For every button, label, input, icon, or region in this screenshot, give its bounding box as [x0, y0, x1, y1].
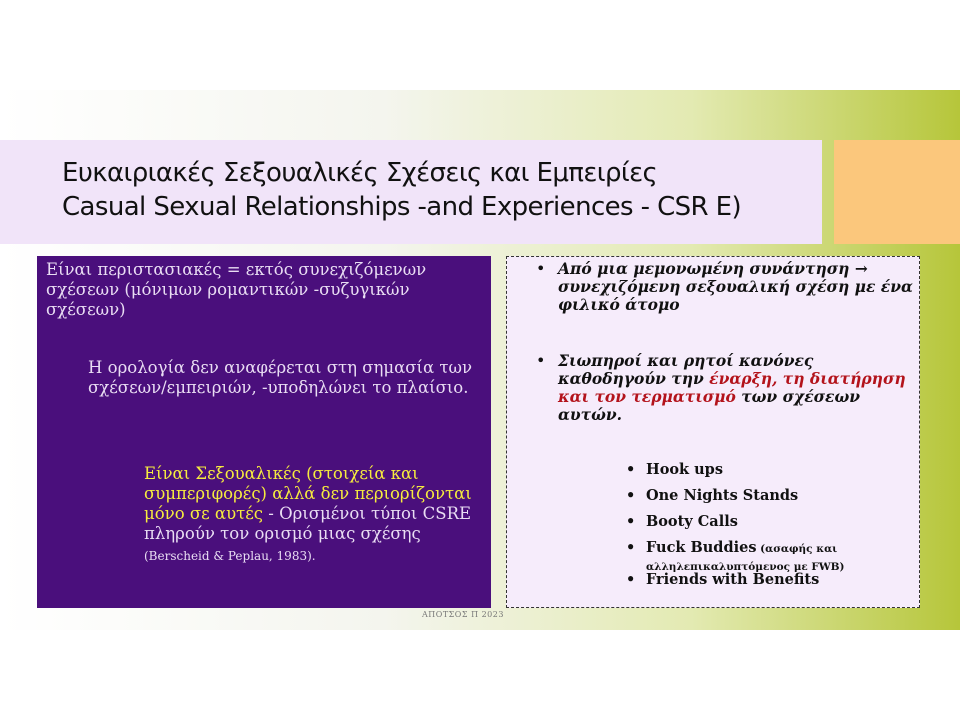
- citation: (Berscheid & Peplau, 1983).: [144, 549, 316, 563]
- slide-title: [62, 156, 812, 224]
- bullet-icon: •: [626, 571, 636, 588]
- bullet-icon: •: [626, 461, 636, 478]
- rules-text: Σιωπηροί και ρητοί κανόνες καθοδηγούν την: [558, 351, 814, 388]
- list-item: [626, 571, 916, 597]
- csr-types-list: [626, 461, 916, 597]
- bullet-icon: •: [626, 539, 636, 556]
- left-paragraph-3: [144, 464, 484, 566]
- list-item-label: Fuck Buddies: [646, 539, 757, 556]
- list-item: [626, 487, 916, 513]
- list-item-label: Friends with Benefits: [646, 571, 820, 588]
- sexual-highlight: Είναι Σεξουαλικές (στοιχεία και συμπεριφορές) αλλά δεν περιορίζονται μόνο σε αυτές: [144, 464, 472, 523]
- accent-block: [834, 140, 960, 244]
- title-line-english: Casual Sexual Relationships -and Experiences - CSR E): [62, 192, 742, 222]
- list-item-label: Booty Calls: [646, 513, 738, 530]
- bullet-icon: •: [626, 487, 636, 504]
- bullet-icon: •: [536, 351, 546, 370]
- bullet-icon: •: [536, 259, 546, 278]
- list-item: [626, 461, 916, 487]
- list-item: [626, 513, 916, 539]
- red-highlight: έναρξη, τη διατήρηση και τον τερματισμό: [558, 369, 906, 406]
- title-line-greek: Ευκαιριακές Σεξουαλικές Σχέσεις και Εμπειρίες: [62, 158, 658, 188]
- list-item-note: (ασαφής και αλληλεπικαλυπτόμενος με FWB): [646, 543, 845, 573]
- footer-author: ΑΠΟΤΣΟΣ Π 2023: [422, 610, 504, 619]
- right-bullet-1: Από μια μεμονωμένη συνάντηση → συνεχιζόμενη σεξουαλική σχέση με ένα φιλικό άτομο: [558, 259, 913, 314]
- bullet-icon: •: [626, 513, 636, 530]
- list-item-label: One Nights Stands: [646, 487, 799, 504]
- list-item-label: Hook ups: [646, 461, 723, 478]
- left-paragraph-1: Είναι περιστασιακές = εκτός συνεχιζόμενων σχέσεων (μόνιμων ρομαντικών -συζυγικών σχέσεων): [46, 260, 427, 319]
- rules-text-end: των σχέσεων αυτών.: [558, 387, 860, 424]
- right-bullet-2: [558, 352, 922, 424]
- csre-definition: - Ορισμένοι τύποι CSRE πληρούν τον ορισμό μιας σχέσης: [144, 504, 472, 543]
- list-item: [626, 539, 916, 571]
- left-paragraph-2: Η ορολογία δεν αναφέρεται στη σημασία των σχέσεων/εμπειριών, -υποδηλώνει το πλαίσιο.: [88, 358, 472, 397]
